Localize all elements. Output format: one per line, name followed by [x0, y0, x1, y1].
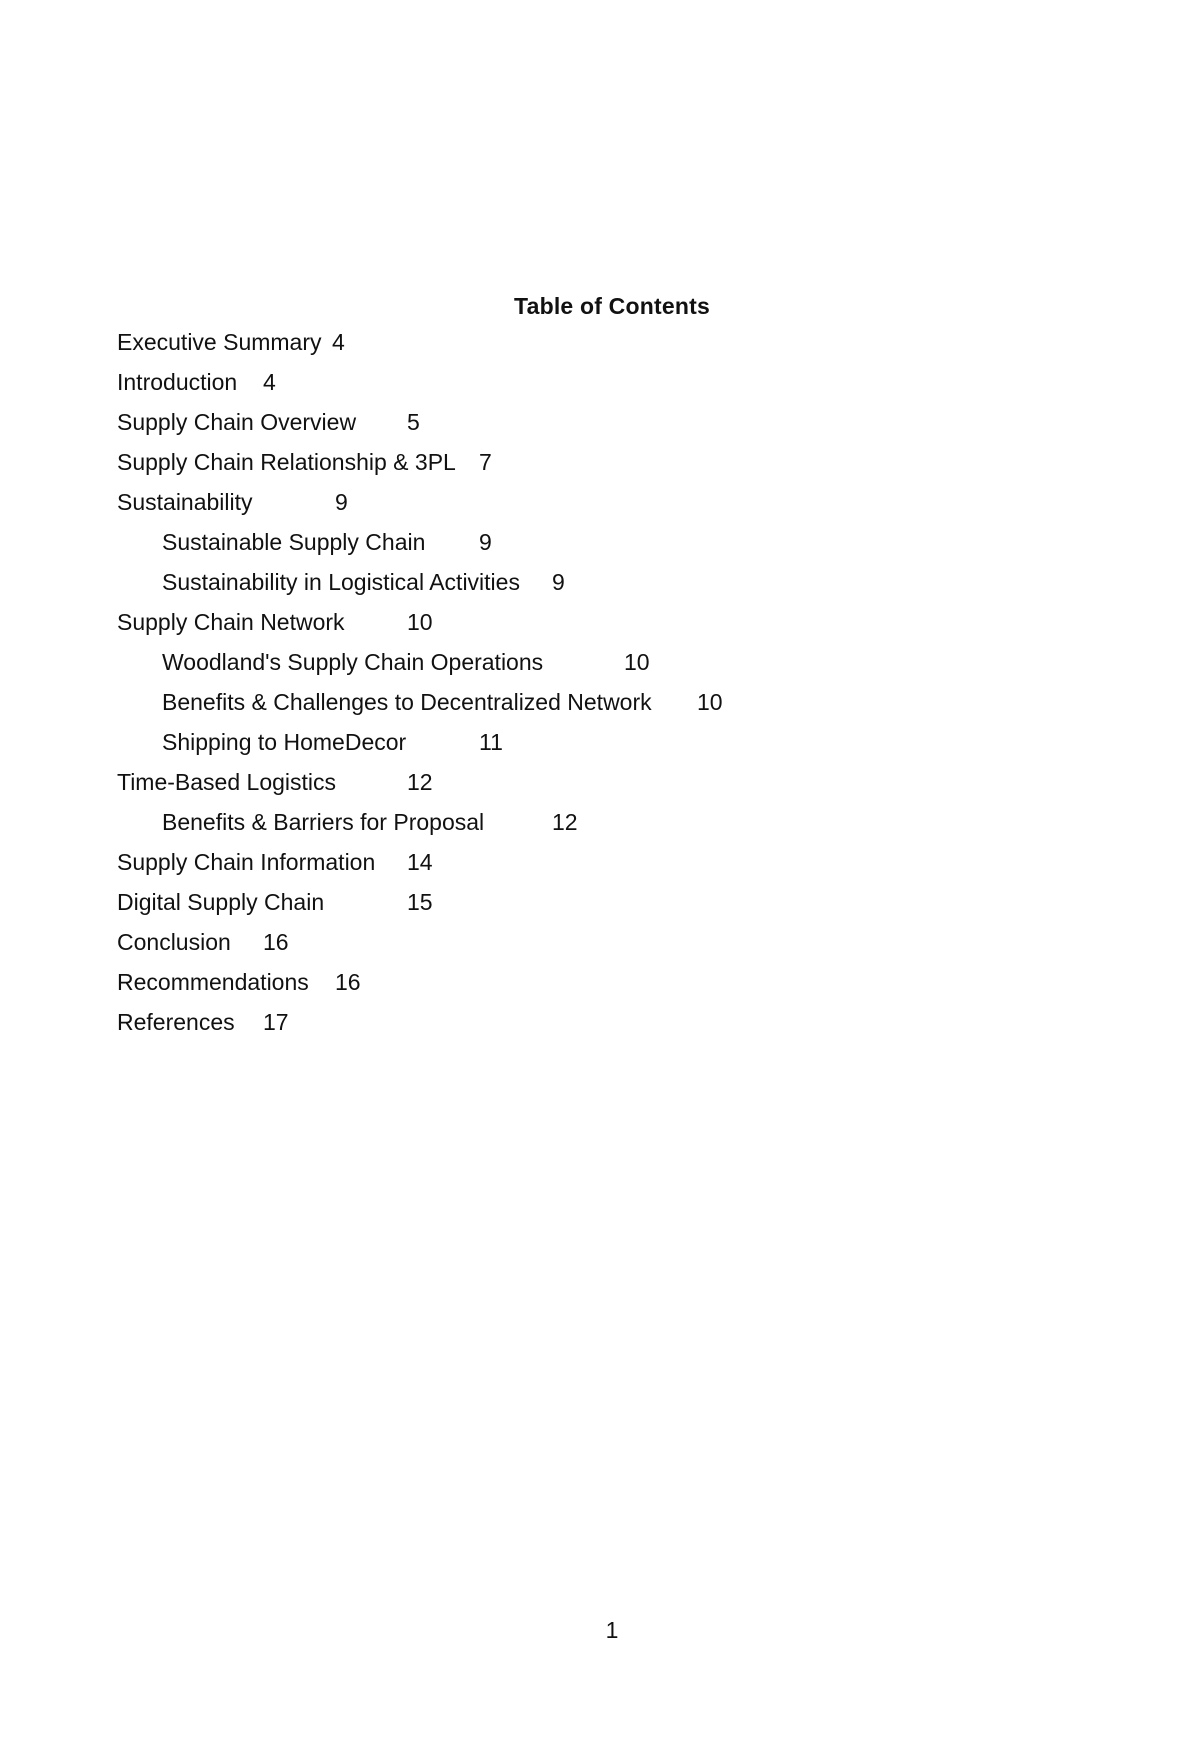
- toc-entry-title: Woodland's Supply Chain Operations: [162, 649, 544, 675]
- toc-entry-page: 17: [263, 1009, 289, 1035]
- toc-entry-page: 11: [479, 729, 503, 755]
- toc-entry-title: Shipping to HomeDecor: [162, 729, 407, 755]
- toc-entry-title: Digital Supply Chain: [117, 889, 325, 915]
- toc-entry-title: Benefits & Challenges to Decentralized Network: [162, 689, 652, 715]
- toc-entry-page: 4: [263, 369, 276, 395]
- toc-entry-page: 14: [407, 849, 433, 875]
- toc-entry-title: Introduction: [117, 369, 238, 395]
- toc-entry-title: Supply Chain Relationship & 3PL: [117, 449, 456, 475]
- toc-entry-title: Sustainability: [117, 489, 253, 515]
- toc-entry-title: Sustainable Supply Chain: [162, 529, 426, 555]
- toc-entry-title: Sustainability in Logistical Activities: [162, 569, 520, 595]
- toc-entry-title: Conclusion: [117, 929, 231, 955]
- toc-entry-page: 9: [479, 529, 492, 555]
- toc-entry-page: 7: [479, 449, 492, 475]
- toc-entry-page: 16: [263, 929, 289, 955]
- toc-entry-page: 5: [407, 409, 420, 435]
- page-number: 1: [605, 1617, 619, 1643]
- toc-entry-page: 4: [332, 329, 345, 355]
- toc-entry-page: 12: [407, 769, 433, 795]
- toc-entry-page: 10: [697, 689, 723, 715]
- toc-entry-title: Supply Chain Overview: [117, 409, 357, 435]
- toc-entry-title: Recommendations: [117, 969, 309, 995]
- toc-entry-title: Executive Summary: [117, 329, 322, 355]
- toc-entry-page: 9: [335, 489, 348, 515]
- toc-entry-title: Benefits & Barriers for Proposal: [162, 809, 485, 835]
- toc-entry-title: Time-Based Logistics: [117, 769, 337, 795]
- toc-entry-title: Supply Chain Network: [117, 609, 345, 635]
- toc-entry-title: References: [117, 1009, 235, 1035]
- toc-entry-page: 9: [552, 569, 565, 595]
- toc-entry-title: Supply Chain Information: [117, 849, 376, 875]
- toc-entry-page: 10: [624, 649, 650, 675]
- toc-heading: Table of Contents: [514, 293, 710, 319]
- toc-entry-page: 12: [552, 809, 578, 835]
- toc-entry-page: 10: [407, 609, 433, 635]
- toc-entry-page: 16: [335, 969, 361, 995]
- toc-entry-page: 15: [407, 889, 433, 915]
